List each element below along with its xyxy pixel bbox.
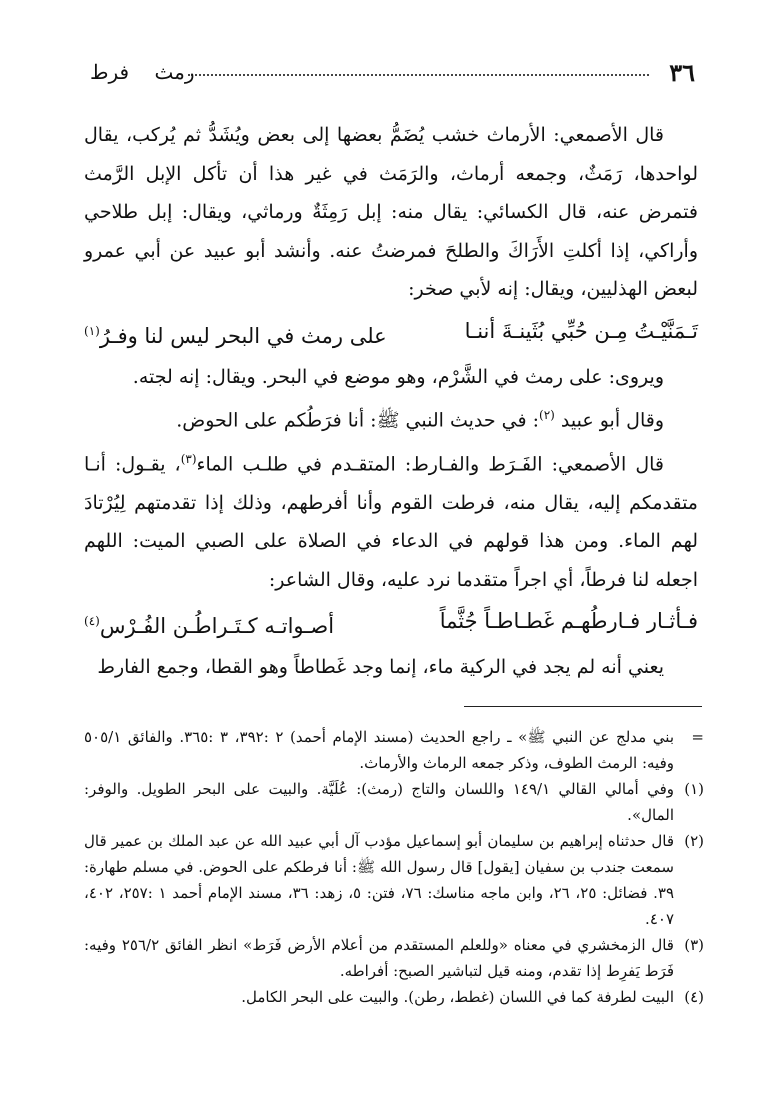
verse-line-1 <box>84 309 698 358</box>
footnote-mark: (٣) <box>684 936 704 954</box>
p4-part-a: قال الأصمعي: الفَـرَط والفـارط: المتقـدم في طلـب الماء <box>196 453 664 476</box>
paragraph-farat <box>84 440 698 599</box>
verse-1-first-hemistich: تَـمَنَّيْـتُ مِـن حُبِّي بُثَينـةَ أننـا <box>464 318 698 343</box>
footnote-2 <box>84 828 704 932</box>
verse-2-second-hemistich <box>84 599 334 648</box>
footnote-text: البيت لطرفة كما في اللسان (غطط، رطن). والبيت على البحر الكامل. <box>241 988 674 1006</box>
footnote-ref-3: (٣) <box>180 451 197 466</box>
footnote-text: بني مدلج عن النبي ﷺ» ـ راجع الحديث (مسند الإمام أحمد) ٢ :٣٩٢، ٣ :٣٦٥. والفائق ٥٠٥/١ وفيه: الرمث الطوف، وذكر جمعه الرماث والأرماث. <box>84 728 674 772</box>
header-dotted-rule <box>188 74 649 76</box>
verse-2-first-hemistich: فـأثـار فـارطُهـم غَطـاطـاً جُثَّماً <box>439 609 698 634</box>
p3-part-a: وقال أبو عبيد <box>560 409 664 432</box>
footnote-mark: = <box>691 728 704 746</box>
footnote-ref-1: (١) <box>84 323 100 338</box>
footnote-text: وفي أمالي القالي ١٤٩/١ واللسان والتاج (رمث): عُلَيَّة. والبيت على البحر الطويل. والوفر: المال». <box>84 780 674 824</box>
main-text <box>84 116 698 687</box>
footnote-text: قال حدثناه إبراهيم بن سليمان أبو إسماعيل مؤدب آل أبي عبيد الله عن عبد الملك بن عمير قال سمعت جندب بن سفيان [يقول] قال رسول الله ﷺ: أنا فرطكم على الحوض. في مسلم طهارة: ٣٩. فضائل: ٢٥، ٢٦، وابن ماجه مناسك: ٧٦، فتن: ٥، زهد: ٣٦، مسند الإمام أحمد ١ :٢٥٧، ٤٠٢، ٤٠٧. <box>84 832 675 928</box>
page-header <box>90 58 695 88</box>
footnote-separator <box>464 706 702 707</box>
footnote-ref-4: (٤) <box>84 614 100 629</box>
p3-part-b: : في حديث النبي ﷺ: أنا فرَطُكم على الحوض. <box>176 409 540 432</box>
footnote-continued <box>84 724 704 776</box>
footnotes <box>84 724 704 1010</box>
footnote-mark: (٢) <box>684 832 704 850</box>
p4-part-b: ، يقـول: أنـا متقدمكم إليه، يقال منه، فرطت القوم وأنا أفرطهم، وذلك إذا تقدمتهم لِيُرْتادَ لهم الماء. ومن هذا قولهم في الدعاء في الصلاة على الصبي الميت: اللهم اجعله لنا فرطاً، أي اجراً متقدما نرد عليه، وقال الشاعر: <box>84 453 698 591</box>
footnote-4 <box>84 984 704 1010</box>
footnote-text: قال الزمخشري في معناه «وللعلم المستقدم من أعلام الأرض فَرَط» انظر الفائق ٢٥٦/٢ وفيه: فَرَط يَفرِط إذا تقدم، ومنه قيل لتباشير الصبح: أفراطه. <box>84 936 674 980</box>
verse-line-2 <box>84 599 698 648</box>
verse-2-second-text: أصـواتـه كـتَـراطُـن الفُـرْس <box>99 614 335 639</box>
paragraph-ghatat: يعني أنه لم يجد في الركية ماء، إنما وجد غَطاطاً وهو القطا، وجمع الفارط <box>97 656 664 679</box>
page-number: ٣٦ <box>669 58 695 87</box>
footnote-mark: (١) <box>684 780 704 798</box>
verse-1-second-hemistich <box>84 309 387 358</box>
paragraph-asmai-armath: قال الأصمعي: الأرماث خشب يُضَمُّ بعضها إلى بعض ويُشَدُّ ثم يُركب، يقال لواحدها، رَمَثٌ، وجمعه أرماث، والرَمَث في غير هذا أن تأكل الإبل الرَّمث فتمرض عنه، قال الكسائي: يقال منه: إبل رَمِثَةٌ ورماثي، ويقال: إبل طلاحي وأراكي، إذا أكلتِ الأَرَاكَ والطلحَ فمرضتُ عنه. وأنشد أبو عبيد عن أبي عمرو لبعض الهذليين، ويقال: إنه لأبي صخر: <box>84 124 698 300</box>
paragraph-sharm: ويروى: على رمث في الشَّرْم، وهو موضع في البحر. ويقال: إنه لجته. <box>132 365 664 388</box>
paragraph-abu-ubayd <box>84 396 698 440</box>
verse-1-second-text: على رمث في البحر ليس لنا وفـرُ <box>99 323 387 348</box>
running-title: رمث فرط <box>90 60 195 84</box>
footnote-ref-2: (٢) <box>539 408 555 422</box>
footnote-1 <box>84 776 704 828</box>
footnote-mark: (٤) <box>684 988 704 1006</box>
footnote-3 <box>84 932 704 984</box>
